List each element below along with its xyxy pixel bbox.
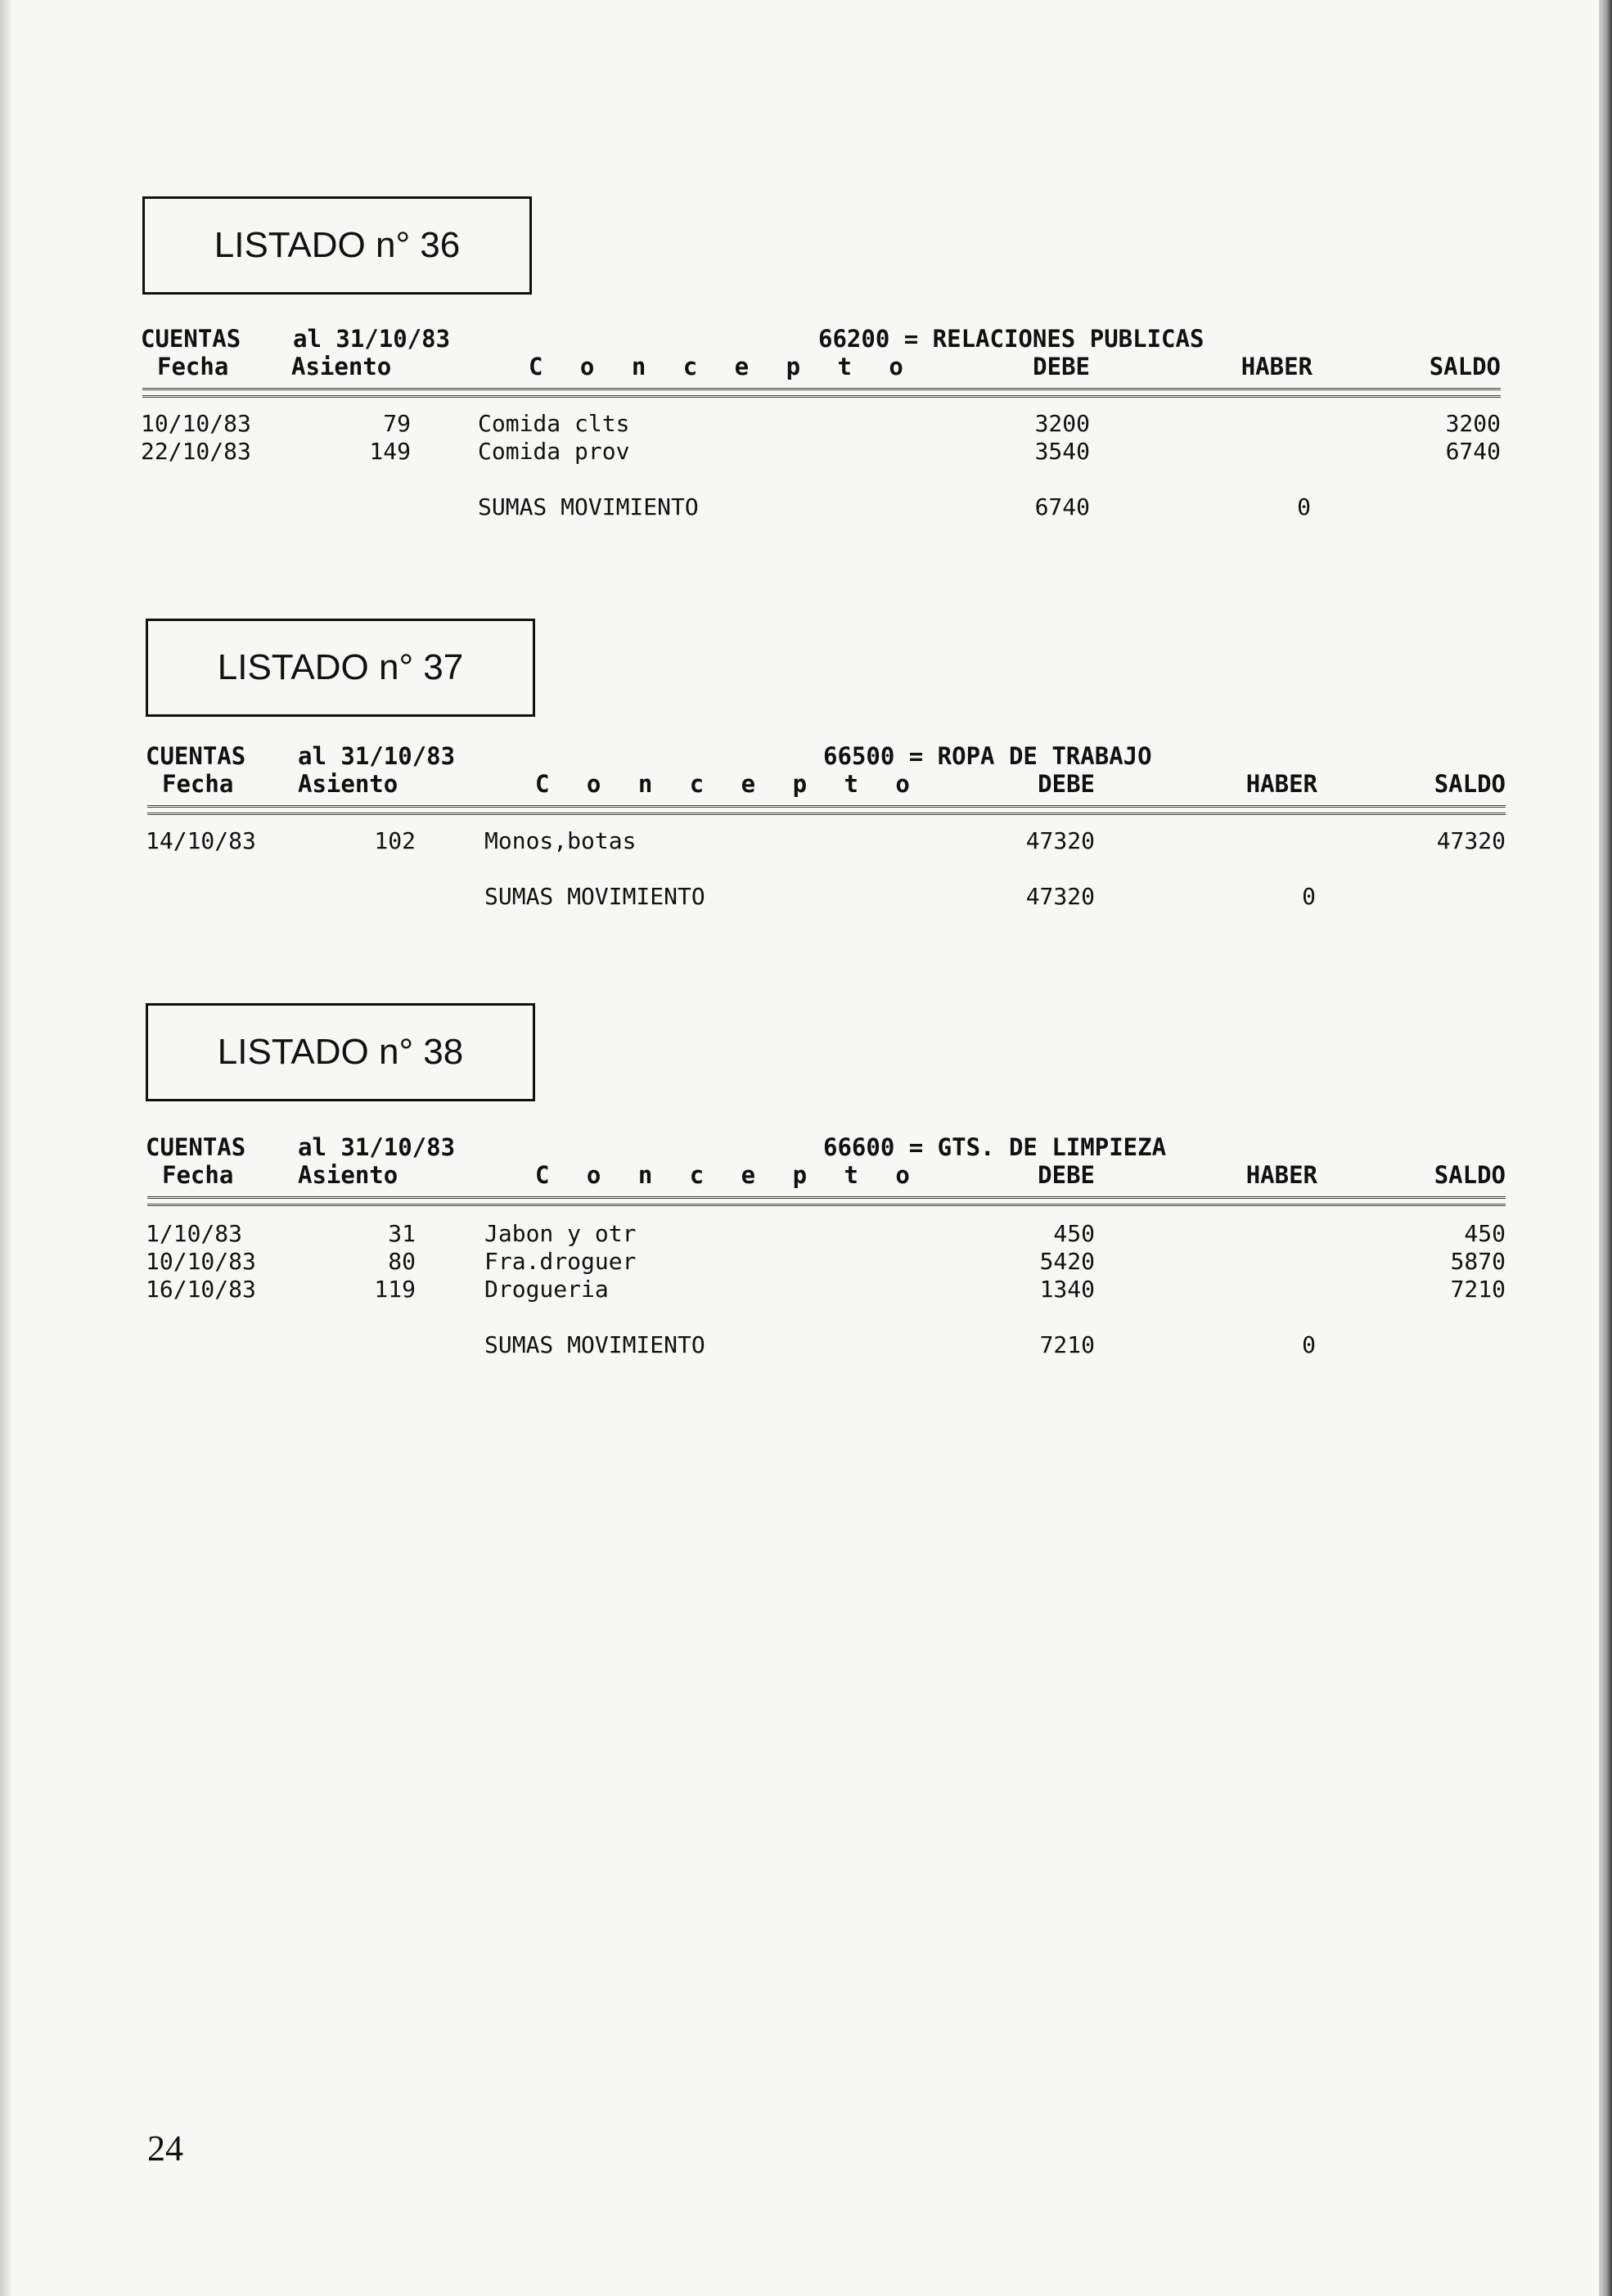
- header-debe: DEBE: [1038, 1161, 1095, 1189]
- row-asiento: 119: [374, 1276, 416, 1303]
- header-fecha: Fecha: [157, 353, 229, 380]
- sumas-haber: 0: [1297, 493, 1311, 520]
- row-concepto: Monos,botas: [484, 827, 637, 854]
- fecha-corte: al 31/10/83: [298, 742, 456, 770]
- row-debe: 5420: [1039, 1248, 1095, 1275]
- row-saldo: 6740: [1445, 438, 1501, 465]
- sumas-debe: 6740: [1034, 493, 1090, 520]
- row-debe: 3540: [1034, 438, 1090, 465]
- fecha-corte: al 31/10/83: [298, 1133, 456, 1161]
- listado-title-box: LISTADO n° 38: [146, 1003, 535, 1101]
- header-asiento: Asiento: [298, 770, 398, 798]
- header-haber: HABER: [1245, 770, 1317, 798]
- sumas-haber: 0: [1302, 1331, 1316, 1358]
- row-asiento: 149: [369, 438, 411, 465]
- header-haber: HABER: [1241, 353, 1313, 380]
- row-concepto: Drogueria: [484, 1276, 609, 1303]
- row-saldo: 450: [1464, 1220, 1506, 1247]
- header-saldo: SALDO: [1434, 770, 1506, 798]
- header-fecha: Fecha: [162, 770, 234, 798]
- cuenta-name: 66200 = RELACIONES PUBLICAS: [818, 325, 1204, 353]
- sumas-haber: 0: [1302, 883, 1316, 910]
- double-separator: [142, 388, 1501, 398]
- header-debe: DEBE: [1033, 353, 1090, 380]
- row-asiento: 102: [374, 827, 416, 854]
- row-concepto: Comida prov: [478, 438, 630, 465]
- listado-title-box: LISTADO n° 36: [142, 196, 532, 295]
- header-saldo: SALDO: [1434, 1161, 1506, 1189]
- row-fecha: 14/10/83: [146, 827, 256, 854]
- header-saldo: SALDO: [1429, 353, 1501, 380]
- cuentas-label: CUENTAS: [146, 1133, 246, 1161]
- row-debe: 450: [1053, 1220, 1095, 1247]
- listado-title-box: LISTADO n° 37: [146, 619, 535, 717]
- cuenta-name: 66600 = GTS. DE LIMPIEZA: [823, 1133, 1167, 1161]
- cuentas-label: CUENTAS: [141, 325, 241, 353]
- row-fecha: 10/10/83: [141, 410, 251, 437]
- double-separator: [147, 805, 1506, 815]
- cuentas-label: CUENTAS: [146, 742, 246, 770]
- header-fecha: Fecha: [162, 1161, 234, 1189]
- row-fecha: 16/10/83: [146, 1276, 256, 1303]
- header-concepto: C o n c e p t o: [535, 770, 921, 798]
- sumas-label: SUMAS MOVIMIENTO: [484, 883, 705, 910]
- header-haber: HABER: [1245, 1161, 1317, 1189]
- row-saldo: 47320: [1436, 827, 1506, 854]
- sumas-debe: 47320: [1025, 883, 1095, 910]
- row-saldo: 5870: [1450, 1248, 1506, 1275]
- page-number: 24: [147, 2128, 183, 2168]
- sumas-debe: 7210: [1039, 1331, 1095, 1358]
- row-concepto: Jabon y otr: [484, 1220, 637, 1247]
- row-debe: 3200: [1034, 410, 1090, 437]
- fecha-corte: al 31/10/83: [293, 325, 451, 353]
- double-separator: [147, 1196, 1506, 1206]
- row-asiento: 79: [383, 410, 411, 437]
- row-fecha: 1/10/83: [146, 1220, 243, 1247]
- header-asiento: Asiento: [298, 1161, 398, 1189]
- row-concepto: Fra.droguer: [484, 1248, 637, 1275]
- sumas-label: SUMAS MOVIMIENTO: [478, 493, 699, 520]
- row-saldo: 7210: [1450, 1276, 1506, 1303]
- page-right-edge: [1599, 0, 1612, 2296]
- header-asiento: Asiento: [291, 353, 392, 380]
- page-left-edge: [0, 0, 11, 2296]
- header-concepto: C o n c e p t o: [535, 1161, 921, 1189]
- header-debe: DEBE: [1038, 770, 1095, 798]
- header-concepto: C o n c e p t o: [529, 353, 915, 380]
- row-debe: 1340: [1039, 1276, 1095, 1303]
- cuenta-name: 66500 = ROPA DE TRABAJO: [823, 742, 1152, 770]
- sumas-label: SUMAS MOVIMIENTO: [484, 1331, 705, 1358]
- row-concepto: Comida clts: [478, 410, 630, 437]
- row-fecha: 10/10/83: [146, 1248, 256, 1275]
- row-fecha: 22/10/83: [141, 438, 251, 465]
- row-debe: 47320: [1025, 827, 1095, 854]
- row-asiento: 80: [388, 1248, 416, 1275]
- row-asiento: 31: [388, 1220, 416, 1247]
- row-saldo: 3200: [1445, 410, 1501, 437]
